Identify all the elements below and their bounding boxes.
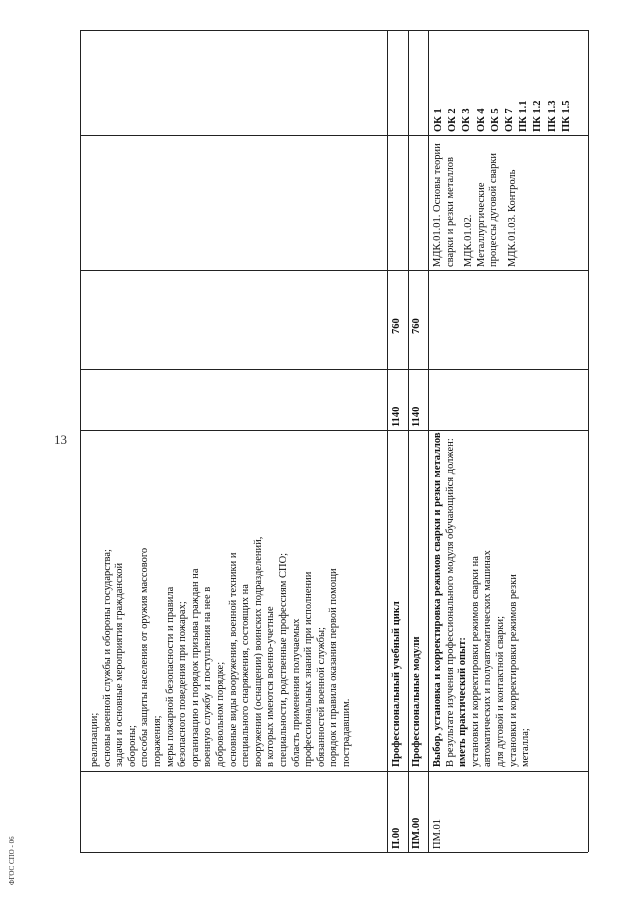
list-item: обороны; xyxy=(126,725,138,767)
list-item: способы защиты населения от оружия массового xyxy=(139,547,151,767)
list-item: специального снаряжения, состоящих на xyxy=(240,584,252,767)
list-item: для дуговой и контактной сварки; xyxy=(494,615,506,767)
competency-code: ОК 1 xyxy=(433,108,444,132)
list-item: область применения получаемых xyxy=(290,618,302,767)
list-item: специальности, родственные профессиям СПО; xyxy=(277,552,289,767)
list-item: вооружении (оснащении) воинских подразделений, xyxy=(252,536,264,767)
list-item: задачи и основные мероприятия гражданской xyxy=(114,562,126,767)
pm01-index: ПМ.01 xyxy=(432,818,443,849)
competency-code: ПК 1.1 xyxy=(518,100,530,132)
list-item: обязанностей военной службы; xyxy=(315,627,327,767)
mdk-list xyxy=(432,137,520,267)
competency-code: ОК 4 xyxy=(475,108,487,132)
list-item: организацию и порядок призыва граждан на xyxy=(189,568,201,767)
list-item: военную службу и поступления на нее в xyxy=(202,586,214,767)
pm01-description xyxy=(432,432,533,767)
cycle-index: П.00 xyxy=(391,827,402,849)
competency-code: ОК 3 xyxy=(461,108,473,132)
list-item: установки и корректировки режимов резки xyxy=(507,574,519,767)
list-item: основы военной службы и обороны государства; xyxy=(101,549,113,767)
mdk-item: МДК.01.02. Металлургические процессы дуговой сварки xyxy=(463,152,500,267)
cycle-hours-max: 1140 xyxy=(391,406,402,427)
list-item: установки и корректировки режимов сварки на xyxy=(469,556,481,767)
competency-list xyxy=(432,100,574,132)
list-item: безопасного поведения при пожарах; xyxy=(177,601,189,767)
mdk-item: МДК.01.01. Основы теории сварки и резки металлов xyxy=(432,143,456,267)
list-item: меры пожарной безопасности и правила xyxy=(164,586,176,767)
requirements-list xyxy=(89,537,353,767)
modules-hours-mandatory: 760 xyxy=(411,318,422,334)
modules-name: Профессиональные модули xyxy=(411,636,422,767)
list-item: пострадавшим. xyxy=(340,698,352,767)
list-item: автоматических и полуавтоматических машинах xyxy=(482,550,494,767)
pm01-practice-label: иметь практический опыт: xyxy=(457,637,469,767)
mdk-item: МДК.01.03. Контроль xyxy=(506,169,518,267)
pm01-text: В результате изучения профессионального модуля обучающийся должен: xyxy=(444,438,456,767)
cycle-hours-mandatory: 760 xyxy=(391,318,402,334)
competency-code: ПК 1.3 xyxy=(546,100,558,132)
list-item: профессиональных знаний при исполнении xyxy=(303,571,315,767)
list-item: металла; xyxy=(520,728,532,767)
modules-index: ПМ.00 xyxy=(411,817,422,849)
competency-code: ПК 1.5 xyxy=(560,100,572,132)
competency-code: ПК 1.2 xyxy=(532,100,544,132)
list-item: порядок и правила оказания первой помощи xyxy=(328,568,340,767)
list-item: основные виды вооружения, военной техники и xyxy=(227,552,239,767)
competency-code: ОК 2 xyxy=(447,108,459,132)
list-item: реализации; xyxy=(89,712,100,767)
modules-hours-max: 1140 xyxy=(411,406,422,427)
competency-code: ОК 5 xyxy=(489,108,501,132)
footer-code: ФГОС СПО - 06 xyxy=(8,836,16,885)
list-item: добровольном порядке; xyxy=(214,661,226,767)
page-number: 13 xyxy=(54,432,67,447)
list-item: поражения; xyxy=(151,715,163,767)
pm01-title: Выбор, установка и корректировка режимов сварки и резки металлов xyxy=(432,432,443,767)
list-item: в которых имеются военно-учетные xyxy=(265,606,277,767)
competency-code: ОК 7 xyxy=(504,108,516,132)
cycle-name: Профессиональный учебный цикл xyxy=(391,601,402,767)
